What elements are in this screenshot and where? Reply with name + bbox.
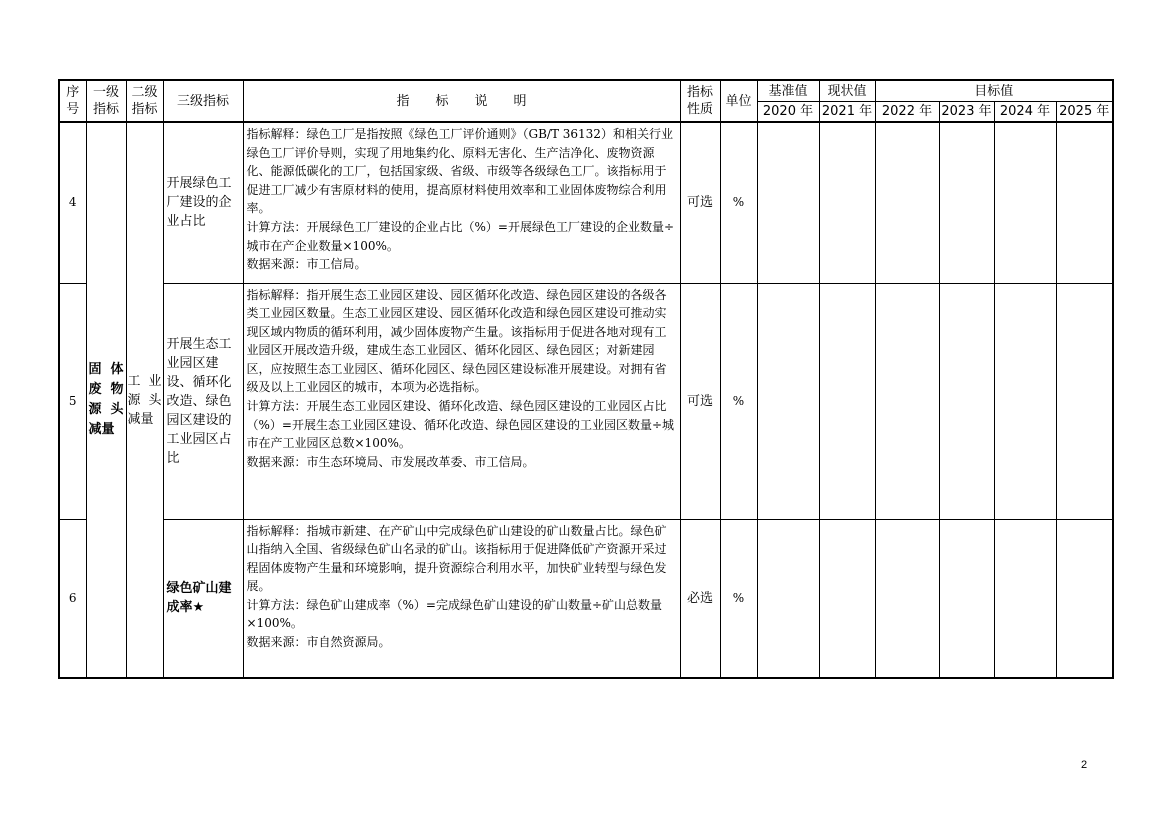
indicator-unit: % bbox=[720, 519, 757, 678]
header-seq: 序号 bbox=[59, 80, 86, 122]
value-cell bbox=[939, 122, 994, 283]
description-method: 计算方法：开展绿色工厂建设的企业占比（%）=开展绿色工厂建设的企业数量÷城市在产企业数量×100%。 bbox=[246, 219, 675, 253]
header-year: 2022 年 bbox=[875, 102, 939, 123]
indicator-unit: % bbox=[720, 122, 757, 283]
indicator-nature: 可选 bbox=[680, 283, 720, 519]
table-row bbox=[59, 122, 1113, 283]
value-cell bbox=[875, 122, 939, 283]
value-cell bbox=[1056, 519, 1113, 678]
description-explanation: 指标解释：绿色工厂是指按照《绿色工厂评价通则》（GB/T 36132）和相关行业绿色工厂评价导则，实现了用地集约化、原料无害化、生产洁净化、废物资源化、能源低碳化的工厂，包括国家级、省级、市级等各级绿色工厂。该指标用于促进工厂减少有害原材料的使用，提高原材料使用效率和工业固体废物综合利用率。 bbox=[246, 127, 673, 216]
indicator-unit: % bbox=[720, 283, 757, 519]
row-seq: 6 bbox=[59, 519, 86, 678]
value-cell bbox=[994, 122, 1056, 283]
value-cell bbox=[939, 519, 994, 678]
header-year: 2025 年 bbox=[1056, 102, 1113, 123]
description-explanation: 指标解释：指开展生态工业园区建设、园区循环化改造、绿色园区建设的各级各类工业园区数量。生态工业园区建设、园区循环化改造和绿色园区建设可推动实现区域内物质的循环利用，减少固体废物产生量。该指标用于促进各地对现有工业园区开展改造升级，建成生态工业园区、循环化园区、绿色园区；对新建园区，应按照生态工业园区、循环化园区、绿色园区建设标准开展建设。对拥有省级及以上工业园区的城市，本项为必选指标。 bbox=[246, 287, 667, 395]
description-method: 计算方法：开展生态工业园区建设、循环化改造、绿色园区建设的工业园区占比（%）=开展生态工业园区建设、循环化改造、绿色园区建设的工业园区数量÷城市在产工业园区总数×100%。 bbox=[246, 399, 675, 451]
page-number: 2 bbox=[1081, 759, 1088, 771]
header-year: 2021 年 bbox=[819, 102, 875, 123]
table-row bbox=[59, 283, 1113, 519]
indicator-nature: 必选 bbox=[680, 519, 720, 678]
description-method: 计算方法：绿色矿山建成率（%）=完成绿色矿山建设的矿山数量÷矿山总数量×100%。 bbox=[246, 597, 663, 631]
table-row bbox=[59, 519, 1113, 678]
indicator-table bbox=[58, 79, 1114, 679]
header-baseline: 基准值 bbox=[757, 80, 819, 102]
header-level3: 三级指标 bbox=[163, 80, 243, 122]
description-explanation: 指标解释：指城市新建、在产矿山中完成绿色矿山建设的矿山数量占比。绿色矿山指纳入全国、省级绿色矿山名录的矿山。该指标用于促进降低矿产资源开采过程固体废物产生量和环境影响，提升资源综合利用水平，加快矿业转型与绿色发展。 bbox=[246, 523, 667, 594]
header-row-1 bbox=[59, 80, 1113, 102]
level1-category: 固体废物源头减量 bbox=[86, 122, 126, 678]
description-source: 数据来源：市工信局。 bbox=[246, 257, 367, 272]
header-year: 2020 年 bbox=[757, 102, 819, 123]
value-cell bbox=[819, 519, 875, 678]
value-cell bbox=[875, 519, 939, 678]
description-source: 数据来源：市生态环境局、市发展改革委、市工信局。 bbox=[246, 454, 535, 469]
header-nature: 指标性质 bbox=[680, 80, 720, 122]
indicator-nature: 可选 bbox=[680, 122, 720, 283]
header-year: 2023 年 bbox=[939, 102, 994, 123]
header-current: 现状值 bbox=[819, 80, 875, 102]
description-source: 数据来源：市自然资源局。 bbox=[246, 635, 391, 650]
indicator-description bbox=[243, 519, 680, 678]
header-unit: 单位 bbox=[720, 80, 757, 122]
level3-indicator: 绿色矿山建成率★ bbox=[163, 519, 243, 678]
value-cell bbox=[1056, 122, 1113, 283]
value-cell bbox=[994, 519, 1056, 678]
value-cell bbox=[994, 283, 1056, 519]
value-cell bbox=[819, 283, 875, 519]
row-seq: 4 bbox=[59, 122, 86, 283]
level3-indicator: 开展绿色工厂建设的企业占比 bbox=[163, 122, 243, 283]
header-year: 2024 年 bbox=[994, 102, 1056, 123]
value-cell bbox=[1056, 283, 1113, 519]
header-description: 指 标 说 明 bbox=[243, 80, 680, 122]
value-cell bbox=[875, 283, 939, 519]
value-cell bbox=[757, 122, 819, 283]
header-target: 目标值 bbox=[875, 80, 1113, 102]
value-cell bbox=[939, 283, 994, 519]
level2-category: 工业源头减量 bbox=[126, 122, 163, 678]
value-cell bbox=[757, 283, 819, 519]
row-seq: 5 bbox=[59, 283, 86, 519]
indicator-description bbox=[243, 283, 680, 519]
header-level2: 二级指标 bbox=[126, 80, 163, 122]
indicator-description bbox=[243, 122, 680, 283]
level3-indicator: 开展生态工业园区建设、循环化改造、绿色园区建设的工业园区占比 bbox=[163, 283, 243, 519]
value-cell bbox=[757, 519, 819, 678]
header-level1: 一级指标 bbox=[86, 80, 126, 122]
value-cell bbox=[819, 122, 875, 283]
